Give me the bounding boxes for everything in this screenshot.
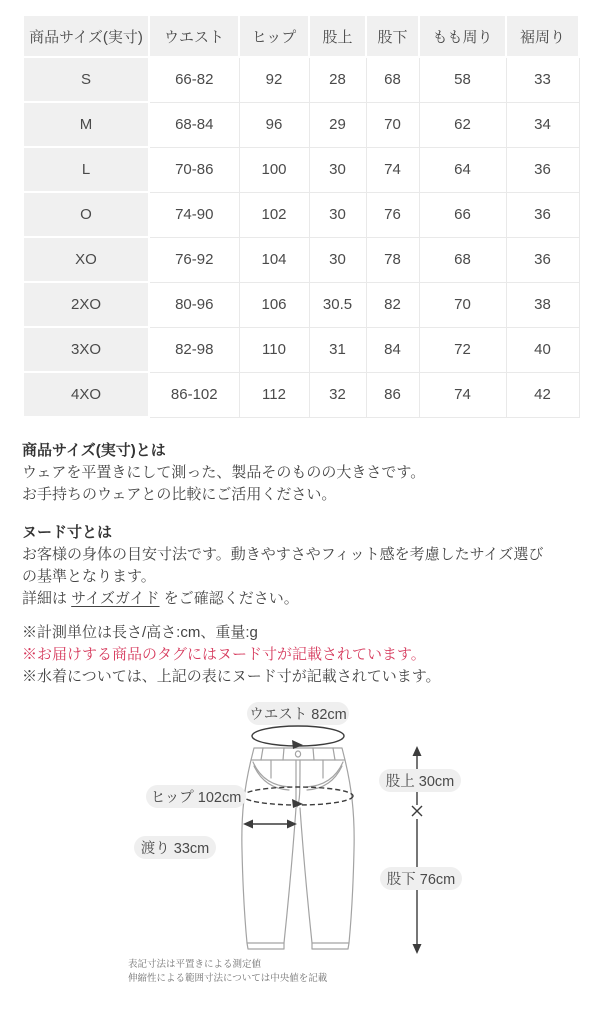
pants-illustration-icon — [242, 748, 354, 949]
cell: 96 — [239, 102, 309, 147]
section-nude-size-explanation — [22, 522, 578, 610]
table-row — [23, 192, 579, 237]
col-header-rise: 股上 — [309, 15, 366, 57]
cell: 80-96 — [149, 282, 239, 327]
link-prefix-text: 詳細は — [22, 590, 72, 607]
section-text-line: ウェアを平置きにして測った、製品そのものの大きさです。 — [22, 464, 426, 481]
table-row — [23, 147, 579, 192]
table-row — [23, 372, 579, 417]
cell: 82-98 — [149, 327, 239, 372]
table-row — [23, 237, 579, 282]
cell: 104 — [239, 237, 309, 282]
size-label: 2XO — [23, 282, 149, 327]
cell: 68 — [366, 57, 419, 102]
pants-diagram-svg — [100, 700, 500, 1005]
cell: 76 — [366, 192, 419, 237]
pants-measurement-diagram — [0, 700, 600, 1005]
diagram-footnote: 伸縮性による範囲寸法については中央値を記載 — [128, 973, 328, 984]
hip-measure-arrow — [243, 787, 353, 808]
cell: 33 — [506, 57, 579, 102]
section-text-line: の基準となります。 — [22, 568, 156, 585]
table-row — [23, 282, 579, 327]
cell: 84 — [366, 327, 419, 372]
section-product-size-explanation — [22, 440, 578, 506]
rise-label-text: 股上 30cm — [385, 774, 455, 790]
cell: 36 — [506, 147, 579, 192]
col-header-size: 商品サイズ(実寸) — [23, 15, 149, 57]
col-header-inseam: 股下 — [366, 15, 419, 57]
cell: 110 — [239, 327, 309, 372]
cell: 68 — [419, 237, 506, 282]
col-header-hem: 裾周り — [506, 15, 579, 57]
cell: 64 — [419, 147, 506, 192]
col-header-hip: ヒップ — [239, 15, 309, 57]
table-row — [23, 327, 579, 372]
cell: 29 — [309, 102, 366, 147]
waist-measure-arrow — [252, 726, 344, 749]
cell: 92 — [239, 57, 309, 102]
cell: 34 — [506, 102, 579, 147]
inseam-label — [380, 867, 462, 890]
size-label: 3XO — [23, 327, 149, 372]
link-suffix-text: をご確認ください。 — [159, 590, 299, 607]
measurement-notes — [22, 622, 578, 688]
cell: 38 — [506, 282, 579, 327]
cell: 30 — [309, 192, 366, 237]
cell: 30.5 — [309, 282, 366, 327]
diagram-footnote: 表記寸法は平置きによる測定値 — [128, 959, 262, 970]
size-label: S — [23, 57, 149, 102]
cell: 36 — [506, 237, 579, 282]
size-label: L — [23, 147, 149, 192]
size-label: O — [23, 192, 149, 237]
cell: 82 — [366, 282, 419, 327]
size-label: XO — [23, 237, 149, 282]
cell: 32 — [309, 372, 366, 417]
note-units: ※計測単位は長さ/高さ:cm、重量:g — [22, 624, 258, 641]
size-label: M — [23, 102, 149, 147]
cell: 31 — [309, 327, 366, 372]
cell: 28 — [309, 57, 366, 102]
cell: 30 — [309, 147, 366, 192]
cell: 30 — [309, 237, 366, 282]
size-guide-line — [22, 588, 578, 610]
cell: 72 — [419, 327, 506, 372]
rise-label — [379, 769, 461, 792]
size-label: 4XO — [23, 372, 149, 417]
cell: 68-84 — [149, 102, 239, 147]
cell: 100 — [239, 147, 309, 192]
section-text-line: お手持ちのウェアとの比較にご活用ください。 — [22, 486, 337, 503]
hip-label — [146, 785, 246, 808]
section-heading: 商品サイズ(実寸)とは — [22, 442, 166, 459]
cell: 102 — [239, 192, 309, 237]
cell: 40 — [506, 327, 579, 372]
waist-label-text: ウエスト 82cm — [249, 707, 347, 723]
cell: 74 — [366, 147, 419, 192]
cell: 86-102 — [149, 372, 239, 417]
cell: 78 — [366, 237, 419, 282]
cell: 42 — [506, 372, 579, 417]
thigh-measure-arrow — [243, 820, 297, 829]
waist-label — [247, 702, 349, 725]
cell: 70-86 — [149, 147, 239, 192]
cell: 112 — [239, 372, 309, 417]
size-guide-link[interactable]: サイズガイド — [71, 590, 160, 607]
section-heading: ヌード寸とは — [22, 524, 113, 541]
cell: 70 — [419, 282, 506, 327]
cell: 66-82 — [149, 57, 239, 102]
cell: 86 — [366, 372, 419, 417]
cell: 74 — [419, 372, 506, 417]
inseam-label-text: 股下 76cm — [386, 872, 456, 888]
cell: 76-92 — [149, 237, 239, 282]
hip-label-text: ヒップ 102cm — [150, 790, 242, 806]
table-row — [23, 57, 579, 102]
table-row — [23, 102, 579, 147]
product-size-table — [22, 14, 580, 418]
cell: 74-90 — [149, 192, 239, 237]
cell: 70 — [366, 102, 419, 147]
col-header-thigh: もも周り — [419, 15, 506, 57]
thigh-label-text: 渡り 33cm — [140, 841, 210, 857]
table-header-row — [23, 15, 579, 57]
col-header-waist: ウエスト — [149, 15, 239, 57]
section-text-line: お客様の身体の目安寸法です。動きやすさやフィット感を考慮したサイズ選び — [22, 546, 544, 563]
cell: 62 — [419, 102, 506, 147]
cell: 66 — [419, 192, 506, 237]
note-swimwear: ※水着については、上記の表にヌード寸が記載されています。 — [22, 668, 441, 685]
cell: 106 — [239, 282, 309, 327]
cell: 36 — [506, 192, 579, 237]
note-tag-nude-size: ※お届けする商品のタグにはヌード寸が記載されています。 — [22, 646, 426, 663]
thigh-label — [134, 836, 216, 859]
cell: 58 — [419, 57, 506, 102]
